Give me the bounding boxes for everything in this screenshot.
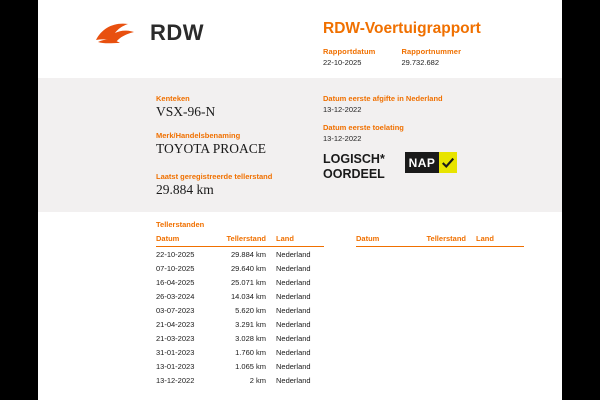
meta-rapportnummer-label: Rapportnummer	[401, 47, 462, 56]
last-odometer-block	[156, 172, 272, 198]
first-issue-label: Datum eerste afgifte in Nederland	[323, 94, 443, 103]
meta-rapportdatum-value: 22-10-2025	[323, 58, 362, 67]
column-header-datum: Datum	[356, 234, 412, 247]
cell-tellerstand: 25.071 km	[230, 277, 266, 287]
column-header-tellerstand: Tellerstand	[412, 234, 472, 247]
cell-land: Nederland	[276, 263, 311, 273]
first-admission-label: Datum eerste toelating	[323, 123, 404, 132]
document-page	[38, 0, 562, 400]
brand-name: RDW	[150, 20, 205, 45]
cell-tellerstand: 2 km	[249, 375, 266, 385]
cell-datum: 21-03-2023	[156, 333, 195, 343]
cell-datum: 22-10-2025	[156, 249, 195, 259]
cell-tellerstand: 3.028 km	[235, 333, 266, 343]
brand-logo	[94, 18, 204, 48]
cell-land: Nederland	[276, 375, 311, 385]
cell-datum: 21-04-2023	[156, 319, 195, 329]
cell-tellerstand: 1.760 km	[235, 347, 266, 357]
cell-datum: 16-04-2025	[156, 277, 195, 287]
cell-land: Nederland	[276, 347, 311, 357]
licence-label: Kenteken	[156, 94, 190, 103]
table-row	[156, 331, 324, 345]
document-header	[38, 0, 562, 78]
table-row	[156, 359, 324, 373]
cell-datum: 07-10-2025	[156, 263, 195, 273]
verdict-text	[323, 152, 385, 182]
cell-land: Nederland	[276, 333, 311, 343]
rdw-flame-icon	[94, 18, 140, 48]
cell-datum: 03-07-2023	[156, 305, 195, 315]
cell-tellerstand: 14.034 km	[230, 291, 266, 301]
table-row	[156, 303, 324, 317]
meta-rapportdatum-label: Rapportdatum	[323, 47, 376, 56]
cell-tellerstand: 29.640 km	[230, 263, 266, 273]
column-header-land: Land	[472, 234, 524, 247]
cell-land: Nederland	[276, 305, 311, 315]
page-title: RDW-Voertuigrapport	[323, 20, 481, 37]
licence-value: VSX-96-N	[156, 104, 216, 119]
vehicle-summary-band	[38, 78, 562, 212]
verdict-line-2: OORDEEL	[323, 167, 385, 181]
odometer-value: 29.884 km	[156, 182, 214, 197]
cell-land: Nederland	[276, 249, 311, 259]
verdict-line-1: LOGISCH*	[323, 152, 385, 166]
odometer-table-left	[156, 234, 324, 387]
make-value: TOYOTA PROACE	[156, 141, 267, 156]
cell-datum: 26-03-2024	[156, 291, 195, 301]
table-row	[156, 247, 324, 262]
cell-datum: 31-01-2023	[156, 347, 195, 357]
cell-land: Nederland	[276, 319, 311, 329]
cell-datum: 13-12-2022	[156, 375, 195, 385]
cell-land: Nederland	[276, 277, 311, 287]
column-header-land: Land	[272, 234, 324, 247]
make-label: Merk/Handelsbenaming	[156, 131, 241, 140]
vehicle-identity-block	[156, 94, 326, 157]
table-row	[156, 289, 324, 303]
table-row	[156, 317, 324, 331]
cell-tellerstand: 29.884 km	[230, 249, 266, 259]
nap-badge	[405, 152, 457, 173]
vehicle-dates-block	[323, 94, 553, 143]
cell-tellerstand: 5.620 km	[235, 305, 266, 315]
table-header-row	[356, 234, 524, 247]
odometer-table-right	[356, 234, 524, 247]
column-header-datum: Datum	[156, 234, 212, 247]
cell-datum: 13-01-2023	[156, 361, 195, 371]
table-row	[156, 275, 324, 289]
check-icon	[439, 152, 457, 173]
report-meta	[323, 47, 461, 67]
table-header-row	[156, 234, 324, 247]
meta-rapportnummer	[401, 47, 461, 67]
table-row	[156, 261, 324, 275]
cell-land: Nederland	[276, 291, 311, 301]
odometer-label: Laatst geregistreerde tellerstand	[156, 172, 273, 181]
odometer-tables	[38, 212, 562, 385]
meta-rapportnummer-value: 29.732.682	[401, 58, 439, 67]
first-admission-value: 13-12-2022	[323, 134, 362, 143]
first-issue-value: 13-12-2022	[323, 105, 362, 114]
nap-badge-label: NAP	[405, 152, 439, 173]
table-row	[156, 345, 324, 359]
cell-tellerstand: 3.291 km	[235, 319, 266, 329]
cell-tellerstand: 1.065 km	[235, 361, 266, 371]
cell-land: Nederland	[276, 361, 311, 371]
table-row	[156, 373, 324, 387]
meta-rapportdatum	[323, 47, 375, 67]
odometer-table-left-body	[156, 247, 324, 388]
odometer-table-title: Tellerstanden	[156, 220, 205, 229]
column-header-tellerstand: Tellerstand	[212, 234, 272, 247]
